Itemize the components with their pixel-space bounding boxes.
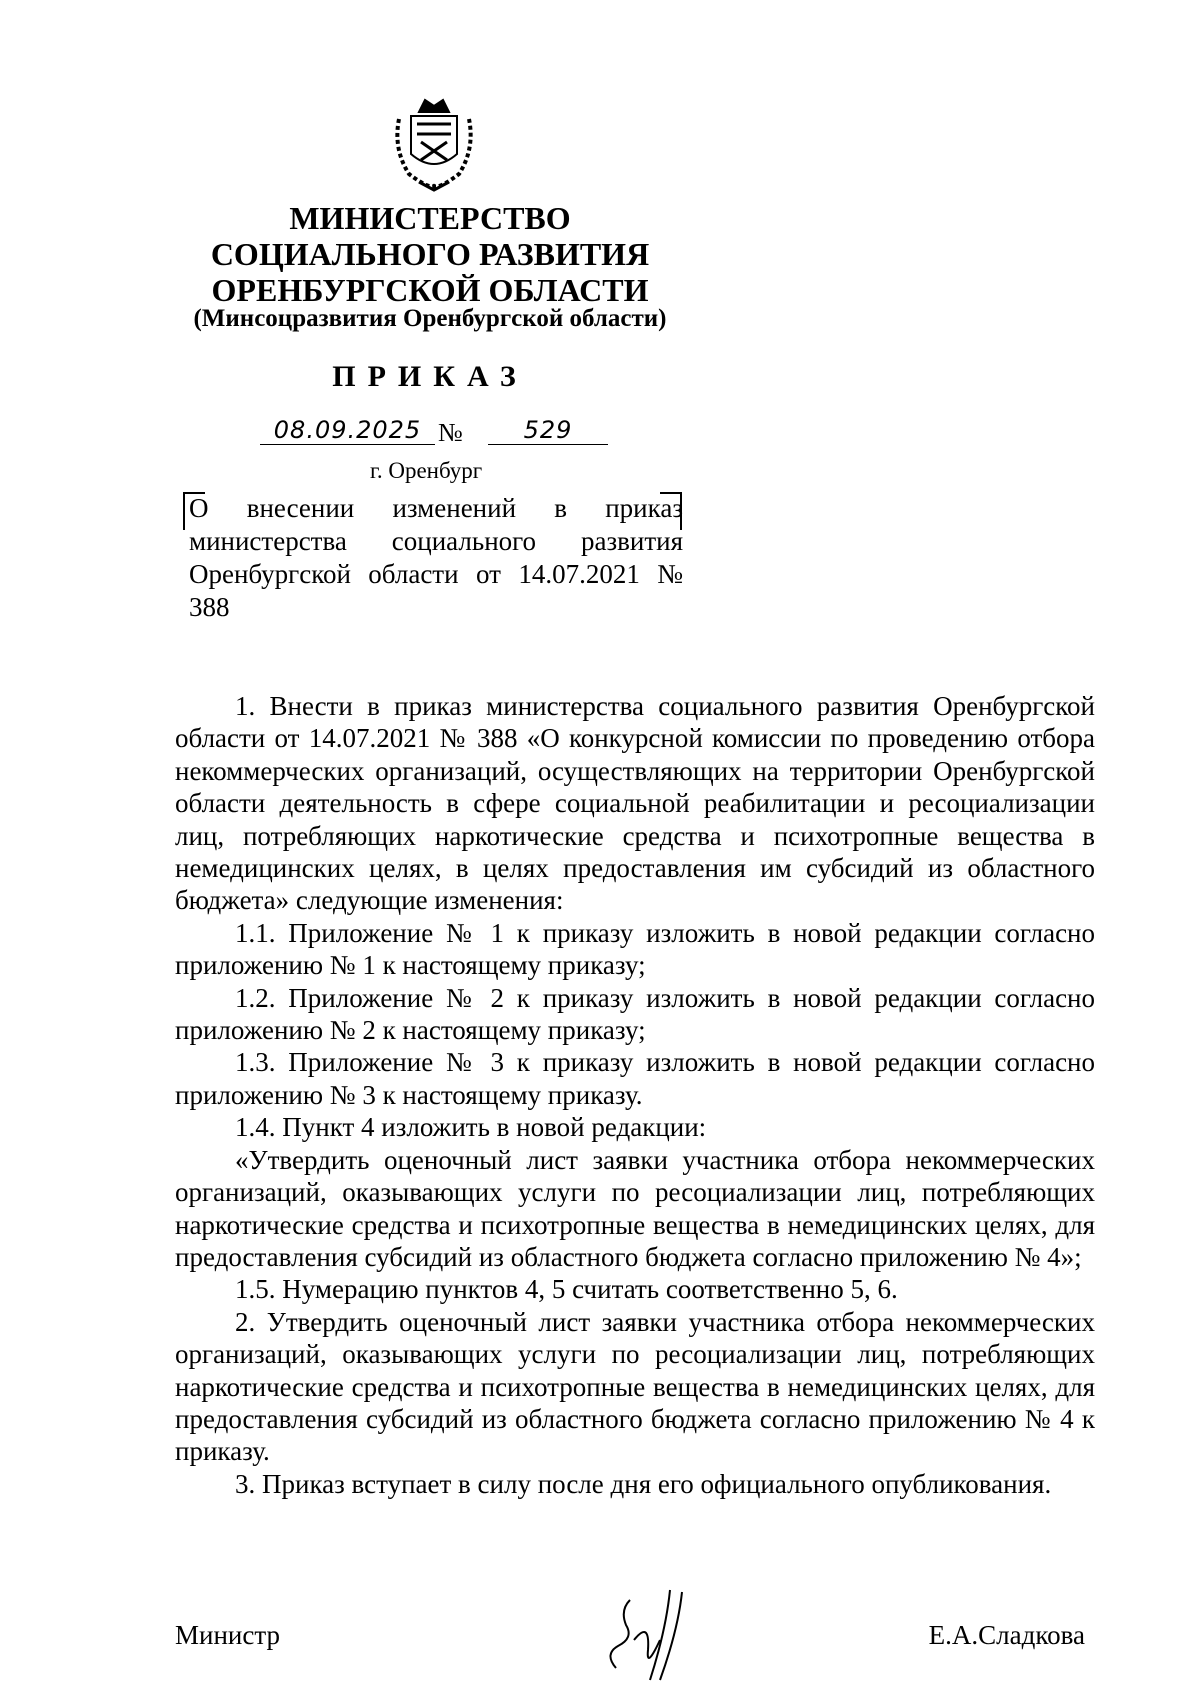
signatory-name: Е.А.Сладкова [928, 1620, 1085, 1650]
paragraph-1-3: 1.3. Приложение № 3 к приказу изложить в новой редакции согласно приложению № 3 к настоящему приказу. [175, 1047, 1095, 1110]
order-number: 529 [488, 416, 608, 445]
ministry-short-name: (Минсоцразвития Оренбургской области) [193, 305, 667, 332]
paragraph-1-4-quote: «Утвердить оценочный лист заявки участника отбора некоммерческих организаций, оказывающих услуги по ресоциализации лиц, потребляющих наркотические средства и психотропные вещества в немедицинских целях, для предоставления субсидий из областного бюджета согласно приложению № 4»; [175, 1144, 1095, 1272]
handwritten-signature [590, 1580, 700, 1690]
paragraph-1: 1. Внести в приказ министерства социального развития Оренбургской области от 14.07.2021 № 388 «О конкурсной комиссии по проведению отбора некоммерческих организаций, осуществляющих на территории Оренбургской области деятельность в сфере социальной реабилитации и ресоциализации лиц, потребляющих наркотические средства и психотропные вещества в немедицинских целях, в целях предоставления им субсидий из областного бюджета» следующие изменения: [175, 691, 1095, 916]
paragraph-1-5: 1.5. Нумерацию пунктов 4, 5 считать соответственно 5, 6. [235, 1274, 898, 1305]
ministry-name-line3: ОРЕНБУРГСКОЙ ОБЛАСТИ [211, 272, 649, 308]
city: г. Оренбург [370, 458, 483, 483]
signature-block [175, 1620, 1085, 1680]
order-date: 08.09.2025 [260, 416, 435, 445]
number-sign: № [438, 418, 463, 447]
coat-of-arms-icon [389, 94, 479, 194]
signatory-role: Министр [175, 1620, 280, 1650]
paragraph-1-2: 1.2. Приложение № 2 к приказу изложить в новой редакции согласно приложению № 2 к настоящему приказу; [175, 982, 1095, 1046]
paragraph-1-4: 1.4. Пункт 4 изложить в новой редакции: [235, 1112, 707, 1143]
order-date-number [260, 416, 620, 452]
order-subject: О внесении изменений в приказ министерства социального развития Оренбургской области от 14.07.2021 № 388 [189, 493, 683, 622]
ministry-name-line1: МИНИСТЕРСТВО [289, 200, 571, 236]
paragraph-1-1: 1.1. Приложение № 1 к приказу изложить в новой редакции согласно приложению № 1 к настоящему приказу; [175, 917, 1095, 981]
order-body [175, 690, 1095, 1500]
document-title: ПРИКАЗ [332, 360, 528, 393]
paragraph-2: 2. Утвердить оценочный лист заявки участника отбора некоммерческих организаций, оказывающих услуги по ресоциализации лиц, потребляющих наркотические средства и психотропные вещества в немедицинских целях, для предоставления субсидий из областного бюджета согласно приложению № 4 к приказу. [175, 1306, 1095, 1467]
paragraph-3: 3. Приказ вступает в силу после дня его официального опубликования. [235, 1468, 1052, 1499]
ministry-name-line2: СОЦИАЛЬНОГО РАЗВИТИЯ [210, 236, 650, 272]
